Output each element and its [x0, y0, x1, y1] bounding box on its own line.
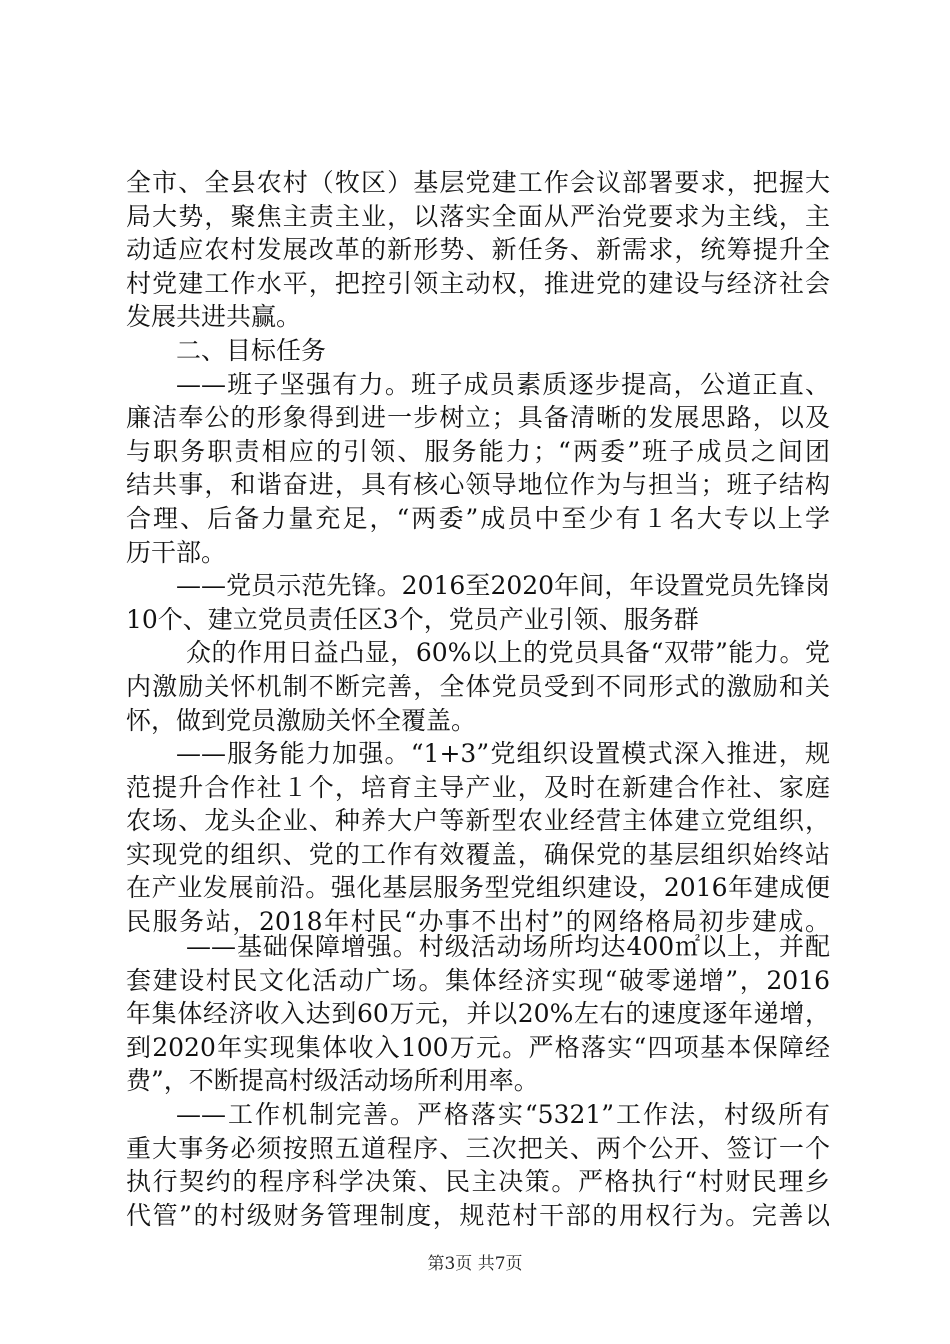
- text-line: ——班子坚强有力。班子成员素质逐步提高，公道正直、: [176, 369, 830, 399]
- text-line: 村党建工作水平，把控引领主动权，推进党的建设与经济社会: [126, 268, 830, 298]
- text-line: ——服务能力加强。“1+3”党组织设置模式深入推进，规: [176, 739, 830, 769]
- text-line: 民服务站，2018年村民“办事不出村”的网络格局初步建成。: [126, 907, 830, 937]
- text-line: 农场、龙头企业、种养大户等新型农业经营主体建立党组织，: [126, 806, 830, 836]
- section-heading: 二、目标任务: [176, 335, 327, 365]
- text-line: 廉洁奉公的形象得到进一步树立；具备清晰的发展思路，以及: [126, 403, 830, 433]
- text-line: ——工作机制完善。严格落实“5321”工作法，村级所有: [176, 1099, 830, 1129]
- text-line: 年集体经济收入达到60万元，并以20%左右的速度逐年递增，: [126, 999, 830, 1029]
- page-footer: [0, 1249, 950, 1274]
- text-line: ——基础保障增强。村级活动场所均达400㎡以上，并配: [186, 932, 830, 961]
- text-line: 内激励关怀机制不断完善，全体党员受到不同形式的激励和关: [126, 671, 830, 701]
- text-line: 结共事，和谐奋进，具有核心领导地位作为与担当；班子结构: [126, 470, 830, 500]
- text-line: 怀，做到党员激励关怀全覆盖。: [126, 705, 477, 735]
- text-line: 范提升合作社１个，培育主导产业，及时在新建合作社、家庭: [126, 772, 830, 802]
- text-line: 费”，不断提高村级活动场所利用率。: [126, 1066, 539, 1096]
- text-line: 众的作用日益凸显，60%以上的党员具备“双带”能力。党: [186, 638, 830, 668]
- page-number: 第3页 共7页: [427, 1254, 523, 1274]
- text-line: 历干部。: [126, 537, 227, 567]
- body-text-section-2: [126, 930, 830, 1232]
- body-text-section-1: [126, 166, 830, 939]
- text-line: 全市、全县农村（牧区）基层党建工作会议部署要求，把握大: [126, 168, 830, 197]
- text-line: 在产业发展前沿。强化基层服务型党组织建设，2016年建成便: [126, 873, 830, 903]
- text-line: 执行契约的程序科学决策、民主决策。严格执行“村财民理乡: [126, 1167, 830, 1197]
- text-line: 到2020年实现集体收入100万元。严格落实“四项基本保障经: [126, 1032, 830, 1062]
- text-line: 实现党的组织、党的工作有效覆盖，确保党的基层组织始终站: [126, 839, 830, 869]
- text-line: 与职务职责相应的引领、服务能力；“两委”班子成员之间团: [126, 436, 830, 466]
- text-line: 动适应农村发展改革的新形势、新任务、新需求，统筹提升全: [126, 235, 830, 265]
- text-line: 代管”的村级财务管理制度，规范村干部的用权行为。完善以: [126, 1200, 830, 1230]
- text-line: 合理、后备力量充足，“两委”成员中至少有１名大专以上学: [126, 503, 830, 533]
- text-line: 重大事务必须按照五道程序、三次把关、两个公开、签订一个: [126, 1133, 830, 1163]
- text-line: 套建设村民文化活动广场。集体经济实现“破零递增”，2016: [126, 965, 830, 995]
- text-line: 局大势，聚焦主责主业，以落实全面从严治党要求为主线，主: [126, 201, 830, 231]
- text-line: 发展共进共赢。: [126, 302, 302, 332]
- text-line: 10个、建立党员责任区3个，党员产业引领、服务群: [126, 604, 699, 634]
- text-line: ——党员示范先锋。2016至2020年间，年设置党员先锋岗: [176, 571, 830, 601]
